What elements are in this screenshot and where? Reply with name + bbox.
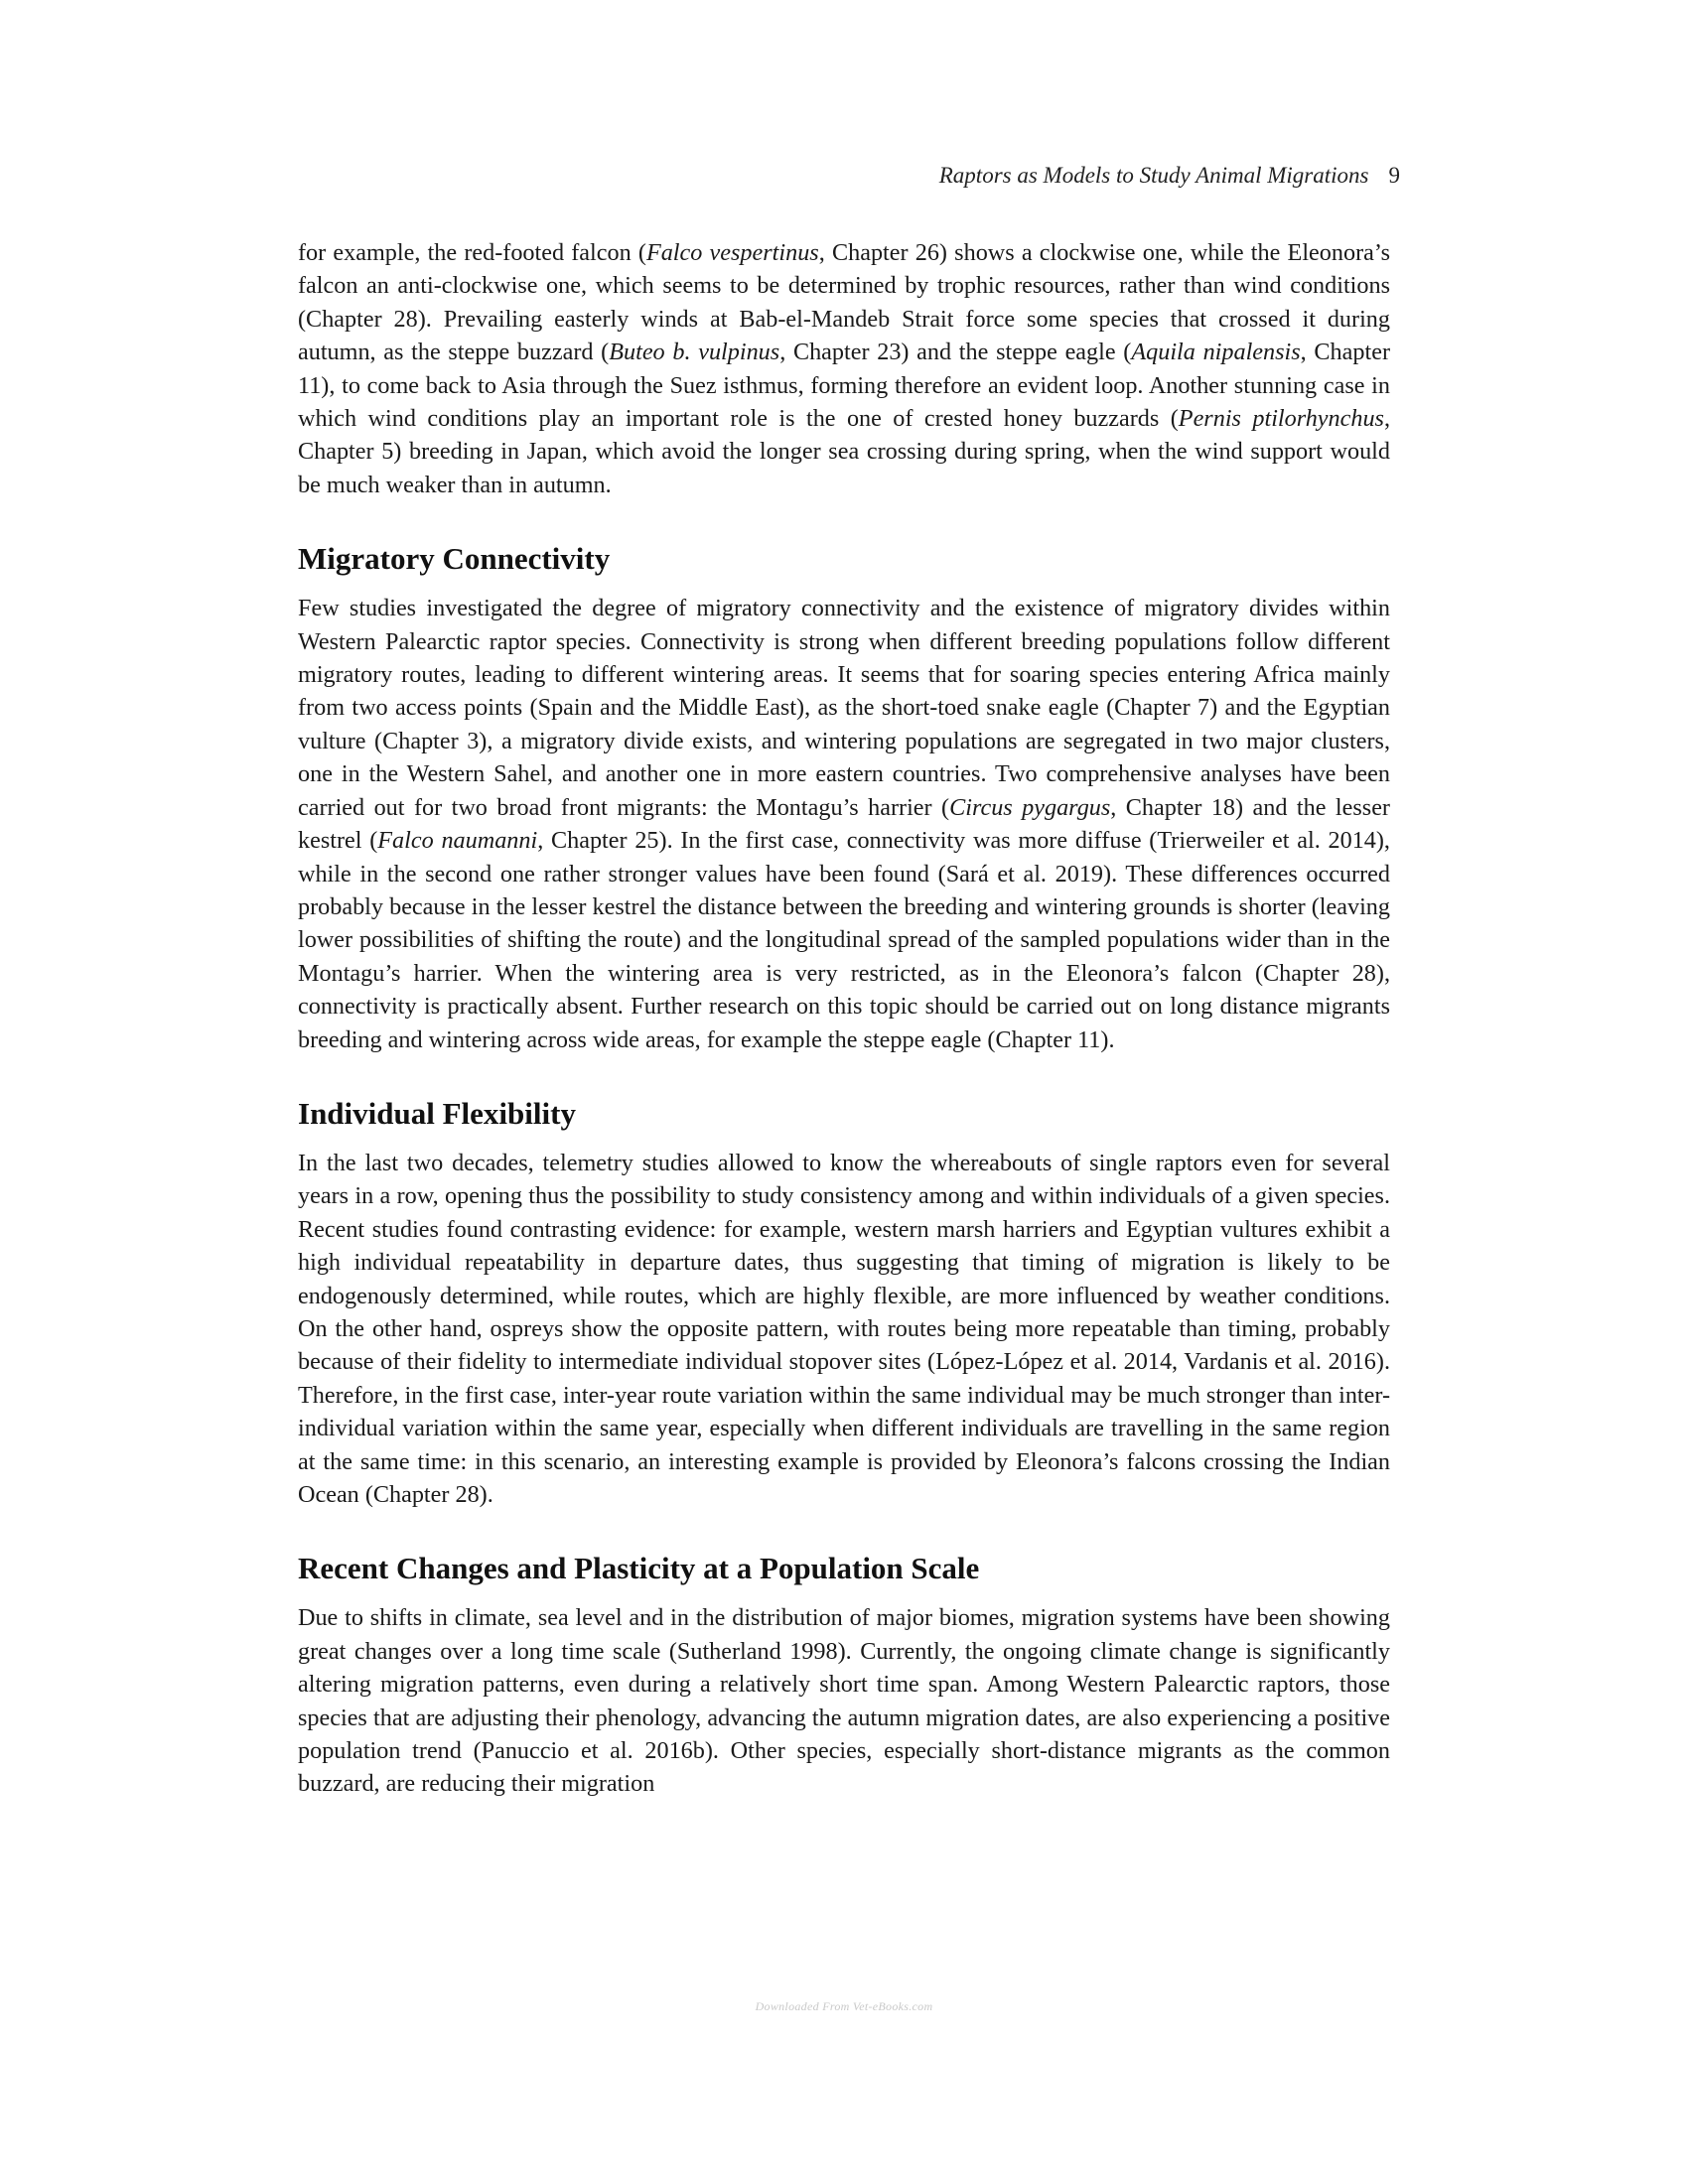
section-heading-connectivity: Migratory Connectivity <box>298 541 611 577</box>
flexibility-paragraph: In the last two decades, telemetry studies allowed to know the whereabouts of single raptors even for several years in a row, opening thus the possibility to study consistency among and within individuals of a given species. Recent studies found contrasting evidence: for example, western marsh harriers and Egyptian vultures exhibit a high individual repeatability in departure dates, thus suggesting that timing of migration is likely to be endogenously determined, while routes, which are highly flexible, are more influenced by weather conditions. On the other hand, ospreys show the opposite pattern, with routes being more repeatable than timing, probably because of their fidelity to intermediate individual stopover sites (López-López et al. 2014, Vardanis et al. 2016). Therefore, in the first case, inter-year route variation within the same individual may be much stronger than inter-individual variation within the same year, especially when different individuals are travelling in the same region at the same time: in this scenario, an interesting example is provided by Eleonora’s falcons crossing the Indian Ocean (Chapter 28). <box>298 1149 1390 1508</box>
connectivity-paragraph: Few studies investigated the degree of migratory connectivity and the existence of migratory divides within Western Palearctic raptor species. Connectivity is strong when different breeding populations follow different migratory routes, leading to different wintering areas. It seems that for soaring species entering Africa mainly from two access points (Spain and the Middle East), as the short-toed snake eagle (Chapter 7) and the Egyptian vulture (Chapter 3), a migratory divide exists, and wintering populations are segregated in two major clusters, one in the Western Sahel, and another one in more eastern countries. Two comprehensive analyses have been carried out for two broad front migrants: the Montagu’s harrier (Circus pygargus, Chapter 18) and the lesser kestrel (Falco naumanni, Chapter 25). In the first case, connectivity was more diffuse (Trierweiler et al. 2014), while in the second one rather stronger values have been found (Sará et al. 2019). These differences occurred probably because in the lesser kestrel the distance between the breeding and wintering grounds is shorter (leaving lower possibilities of shifting the route) and the longitudinal spread of the sampled populations wider than in the Montagu’s harrier. When the wintering area is very restricted, as in the Eleonora’s falcon (Chapter 28), connectivity is practically absent. Further research on this topic should be carried out on long distance migrants breeding and wintering across wide areas, for example the steppe eagle (Chapter 11). <box>298 595 1390 1053</box>
species-name: Buteo b. vulpinus <box>609 339 780 366</box>
body-text <box>298 236 1390 1801</box>
section-heading-plasticity: Recent Changes and Plasticity at a Population Scale <box>298 1551 980 1586</box>
page-number: 9 <box>1388 163 1400 188</box>
download-watermark: Downloaded From Vet-eBooks.com <box>755 1999 933 2013</box>
species-name: Circus pygargus <box>949 793 1111 821</box>
species-name: Pernis ptilorhynchus <box>1178 405 1384 433</box>
running-header <box>298 163 1400 189</box>
running-title: Raptors as Models to Study Animal Migrations <box>938 163 1369 188</box>
species-name: Falco naumanni <box>377 827 538 855</box>
species-name: Aquila nipalensis <box>1131 339 1301 366</box>
species-name: Falco vespertinus <box>645 239 819 266</box>
intro-paragraph: for example, the red-footed falcon (Falco vespertinus, Chapter 26) shows a clockwise one, while the Eleonora’s falcon an anti-clockwise one, which seems to be determined by trophic resources, rather than wind conditions (Chapter 28). Prevailing easterly winds at Bab-el-Mandeb Strait force some species that crossed it during autumn, as the steppe buzzard (Buteo b. vulpinus, Chapter 23) and the steppe eagle (Aquila nipalensis, Chapter 11), to come back to Asia through the Suez isthmus, forming therefore an evident loop. Another stunning case in which wind conditions play an important role is the one of crested honey buzzards (Pernis ptilorhynchus, Chapter 5) breeding in Japan, which avoid the longer sea crossing during spring, when the wind support would be much weaker than in autumn. <box>298 239 1391 498</box>
section-heading-flexibility: Individual Flexibility <box>298 1095 576 1131</box>
plasticity-paragraph: Due to shifts in climate, sea level and in the distribution of major biomes, migration systems have been showing great changes over a long time scale (Sutherland 1998). Currently, the ongoing climate change is significantly altering migration patterns, even during a relatively short time span. Among Western Palearctic raptors, those species that are adjusting their phenology, advancing the autumn migration dates, are also experiencing a positive population trend (Panuccio et al. 2016b). Other species, especially short-distance migrants as the common buzzard, are reducing their migration <box>298 1604 1390 1798</box>
